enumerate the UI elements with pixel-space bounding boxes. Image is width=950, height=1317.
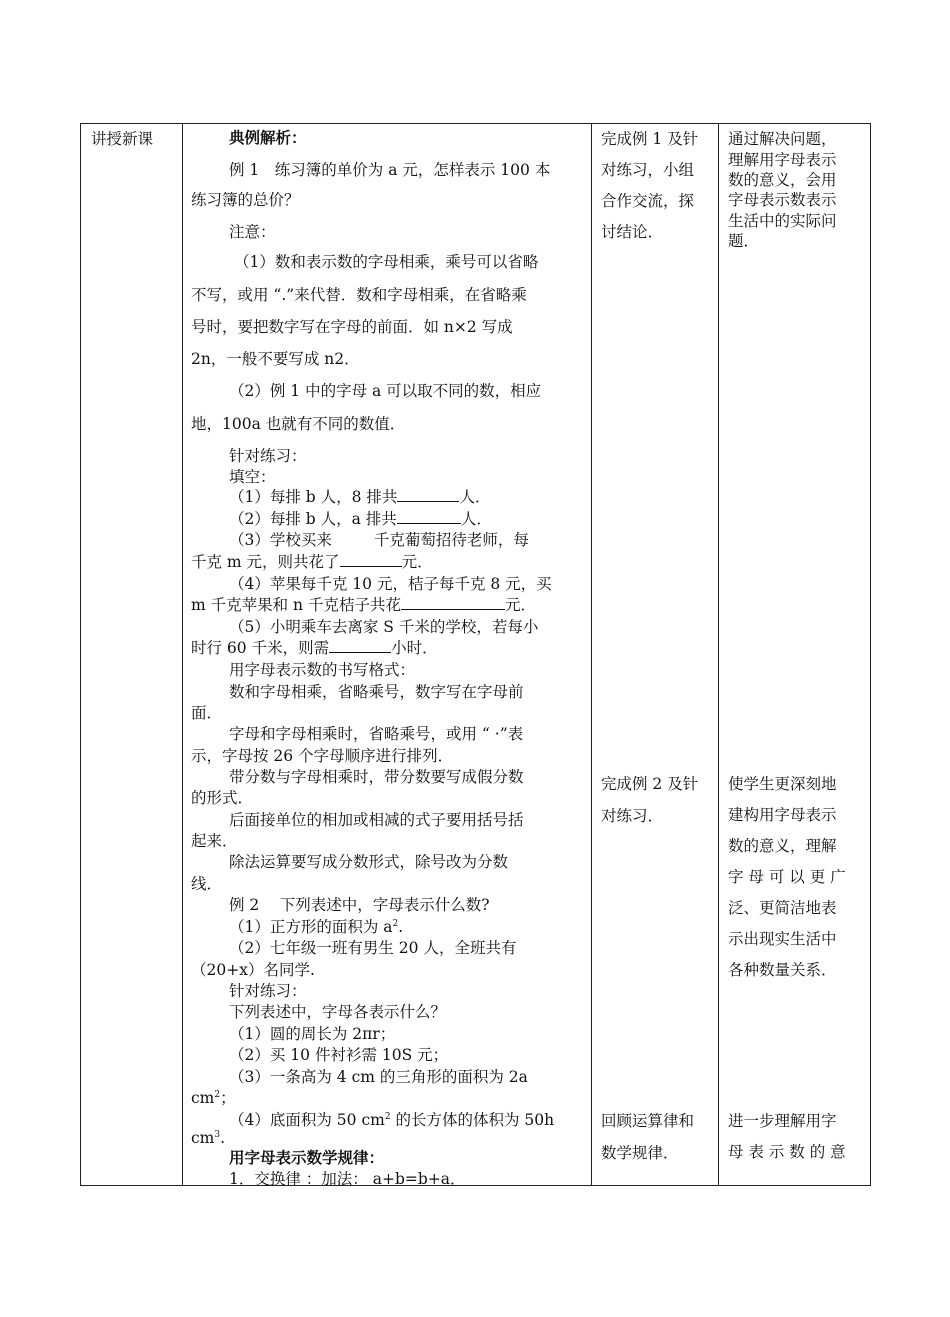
format-line: 起来．	[191, 832, 238, 850]
practice-item	[229, 1108, 554, 1130]
format-label: 用字母表示数的书写格式：	[229, 661, 416, 679]
format-line: 的形式．	[191, 789, 254, 807]
intent-line: 字母表示数表示	[728, 191, 837, 209]
practice-text: （2）每排 b 人，a 排共	[229, 510, 397, 528]
law-item: 1．交换律 ：加法： a+b=b+a．	[229, 1170, 466, 1188]
example-1-line: 例 1 练习簿的单价为 a 元，怎样表示 100 本	[229, 161, 551, 179]
format-line: 字母和字母相乘时，省略乘号，或用 “ ·”表	[229, 725, 524, 743]
practice-item	[191, 636, 438, 658]
note-line: 不写，或用 “.”来代替．数和字母相乘，在省略乘	[191, 286, 527, 304]
activity-line: 完成例 1 及针	[601, 130, 699, 148]
practice-text: .	[220, 1129, 226, 1147]
practice-text: 元．	[401, 553, 433, 571]
intent-line: 字 母 可 以 更 广	[728, 868, 846, 886]
practice-item	[229, 485, 490, 507]
example-text: .	[398, 918, 404, 936]
practice-text: 元．	[504, 596, 536, 614]
answer-blank	[340, 551, 402, 567]
intent-line: 数的意义，会用	[728, 171, 837, 189]
note-label: 注意：	[229, 223, 276, 241]
fill-label: 填空：	[229, 468, 276, 486]
example-2-line: 例 2 下列表述中，字母表示什么数?	[229, 896, 490, 914]
practice-text: 时行 60 千米，则需	[191, 639, 330, 657]
practice-item	[191, 593, 536, 615]
column-divider	[718, 124, 719, 1185]
practice-text: 千克葡萄招待老师，每	[373, 531, 529, 549]
practice-text: （1）每排 b 人，8 排共	[229, 488, 398, 506]
intent-line: 数的意义，理解	[728, 837, 837, 855]
practice-question: 下列表述中，字母各表示什么？	[229, 1003, 447, 1021]
practice-item: （3）一条高为 4 cm 的三角形的面积为 2a	[229, 1068, 528, 1086]
practice-text: 人．	[460, 510, 492, 528]
superscript: 2	[384, 1111, 391, 1122]
column-divider	[591, 124, 592, 1185]
activity-line: 合作交流，探	[601, 192, 695, 210]
format-line: 数和字母相乘，省略乘号，数字写在字母前	[229, 683, 524, 701]
practice-text: （3）学校买来	[229, 531, 332, 549]
practice-text: m 千克苹果和 n 千克桔子共花	[191, 596, 401, 614]
practice-item: （5）小明乘车去离家 S 千米的学校，若每小	[229, 618, 539, 636]
example-2-item: （20+x）名同学.	[191, 961, 315, 979]
intent-line: 题．	[728, 232, 760, 250]
stage-label: 讲授新课	[91, 130, 154, 148]
format-line: 示，字母按 26 个字母顺序进行排列．	[191, 747, 454, 765]
activity-line: 对练习．	[601, 807, 664, 825]
practice-item: （1）圆的周长为 2πr；	[229, 1025, 396, 1043]
format-line: 后面接单位的相加或相减的式子要用括号括	[229, 811, 524, 829]
answer-blank	[397, 508, 461, 524]
practice-item: （4）苹果每千克 10 元，桔子每千克 8 元，买	[229, 575, 552, 593]
intent-line: 生活中的实际问	[728, 212, 837, 230]
column-divider	[182, 124, 183, 1185]
intent-line: 理解用字母表示	[728, 151, 837, 169]
intent-line: 泛、更简洁地表	[728, 899, 837, 917]
practice-text: （4）底面积为 50 cm	[229, 1111, 385, 1129]
superscript: 2	[392, 918, 399, 929]
practice-text: ；	[220, 1089, 236, 1107]
practice-item	[229, 507, 492, 529]
answer-blank	[397, 486, 459, 502]
note-line: （1）数和表示数的字母相乘，乘号可以省略	[234, 253, 539, 271]
practice-item	[191, 1129, 225, 1147]
intent-line: 通过解决问题，	[728, 130, 837, 148]
format-line: 线．	[191, 875, 223, 893]
practice-text: 的长方体的体积为 50h	[390, 1111, 555, 1129]
example-2-item	[229, 915, 403, 937]
section-heading: 典例解析：	[229, 128, 307, 147]
law-heading: 用字母表示数学规律：	[229, 1148, 385, 1167]
superscript: 2	[214, 1089, 221, 1100]
practice-item	[191, 550, 433, 572]
intent-line: 进一步理解用字	[728, 1112, 837, 1130]
activity-line: 数学规律．	[601, 1144, 679, 1162]
example-1-line: 练习簿的总价？	[191, 191, 300, 209]
answer-blank	[401, 594, 505, 610]
activity-line: 回顾运算律和	[601, 1112, 695, 1130]
practice-label: 针对练习：	[229, 982, 307, 1000]
practice-text: cm	[191, 1129, 215, 1147]
practice-item	[191, 1086, 236, 1108]
intent-line: 使学生更深刻地	[728, 775, 837, 793]
practice-text: 千克 m 元，则共花了	[191, 553, 340, 571]
practice-text: 人．	[459, 488, 491, 506]
format-line: 除法运算要写成分数形式，除号改为分数	[229, 853, 509, 871]
practice-item: （2）买 10 件衬衫需 10S 元；	[229, 1046, 449, 1064]
intent-line: 建构用字母表示	[728, 806, 837, 824]
note-line: 2n，一般不要写成 n2．	[191, 350, 360, 368]
note-line: 地，100a 也就有不同的数值．	[191, 415, 406, 433]
note-line: 号时，要把数字写在字母的前面．如 n×2 写成	[191, 318, 513, 336]
practice-text: cm	[191, 1089, 215, 1107]
activity-line: 对练习，小组	[601, 161, 695, 179]
note-line: （2）例 1 中的字母 a 可以取不同的数，相应	[229, 382, 542, 400]
activity-line: 讨结论．	[601, 223, 664, 241]
intent-line: 各种数量关系．	[728, 961, 837, 979]
answer-blank	[329, 637, 391, 653]
practice-text: 小时．	[391, 639, 438, 657]
format-line: 面．	[191, 704, 223, 722]
activity-line: 完成例 2 及针	[601, 775, 699, 793]
example-2-item: （2）七年级一班有男生 20 人，全班共有	[229, 939, 517, 957]
example-text: （1）正方形的面积为 a	[229, 918, 393, 936]
format-line: 带分数与字母相乘时，带分数要写成假分数	[229, 768, 524, 786]
superscript: 3	[214, 1129, 221, 1140]
practice-item	[229, 528, 529, 550]
intent-line: 母 表 示 数 的 意	[728, 1143, 846, 1161]
intent-line: 示出现实生活中	[728, 930, 837, 948]
practice-label: 针对练习：	[229, 447, 307, 465]
